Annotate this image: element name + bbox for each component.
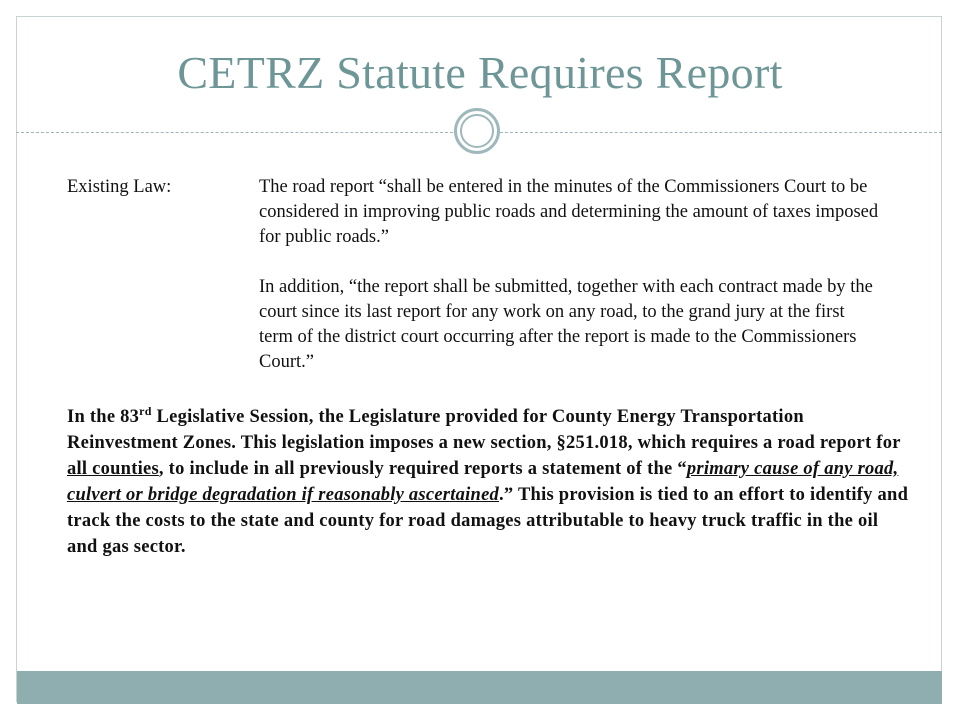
primary-cause-quote: primary cause of any road, culvert or bridge degradation if reasonably ascertained	[67, 459, 899, 505]
legislation-text-part-1: In the 83	[67, 407, 140, 427]
all-counties-underlined: all counties	[67, 459, 159, 479]
legislation-text-part-4: .” This provision is tied to an effort to identify and track the costs to the state and county for road damages attributable to heavy truck traffic in the oil and gas sector.	[67, 485, 909, 557]
existing-law-paragraph-2: In addition, “the report shall be submitted, together with each contract made by the court since its last report for any work on any road, to the grand jury at the first term of the district court occurring after the report is made to the Commissioners Court.”	[259, 277, 873, 372]
slide-title: CETRZ Statute Requires Report	[177, 47, 783, 98]
legislation-text-part-3: , to include in all previously required reports a statement of the “	[158, 459, 687, 479]
existing-law-label: Existing Law:	[67, 177, 172, 197]
footer-accent-bar	[17, 671, 942, 704]
circle-ornament-icon	[454, 108, 500, 154]
existing-law-paragraph-1: The road report “shall be entered in the minutes of the Commissioners Court to be considered in improving public roads and determining the amount of taxes imposed for public roads.”	[259, 177, 879, 247]
legislation-paragraph	[67, 404, 909, 560]
existing-law-text	[259, 175, 879, 375]
ordinal-superscript: rd	[139, 403, 152, 418]
legislation-text-part-2: Legislative Session, the Legislature provided for County Energy Transportation Reinvestment Zones. This legislation imposes a new section, §251.018, which requires a road report for	[67, 407, 901, 453]
